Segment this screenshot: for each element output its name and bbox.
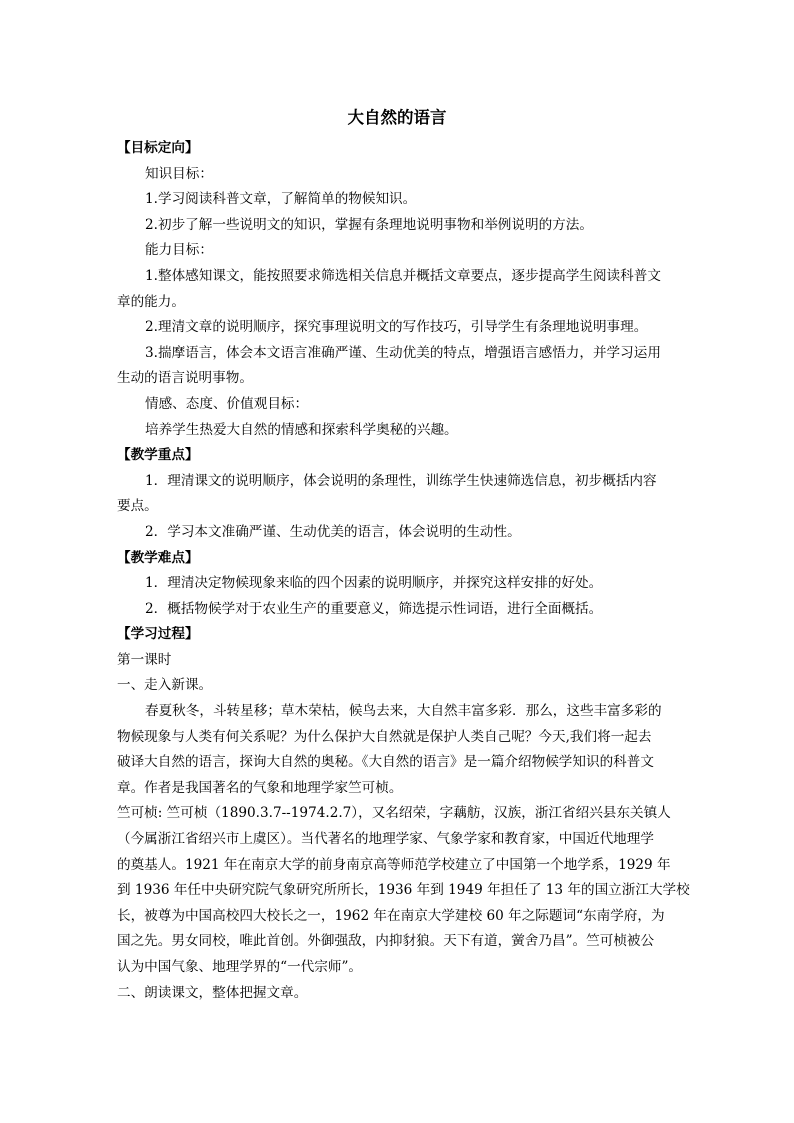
process-heading: 【学习过程】: [117, 626, 199, 643]
bio-line-1: 竺可桢: 竺可桢（1890.3.7--1974.2.7），又名绍荣，字藕舫，汉族，浙江省绍兴县东关镇人: [117, 805, 671, 822]
knowledge-item-1: 1.学习阅读科普文章，了解简单的物候知识。: [145, 191, 417, 208]
intro-line-3: 破译大自然的语言，探询大自然的奥秘。《大自然的语言》是一篇介绍物候学知识的科普文: [117, 754, 654, 771]
knowledge-label: 知识目标：: [145, 165, 213, 182]
intro-line-1: 春夏秋冬，斗转星移；草木荣枯，候鸟去来，大自然丰富多彩．那么，这些丰富多彩的: [145, 703, 662, 720]
difficulty-2: 2．概括物候学对于农业生产的重要意义，筛选提示性词语，进行全面概括。: [145, 600, 603, 617]
intro-line-4: 章。作者是我国著名的气象和地理学家竺可桢。: [117, 779, 403, 796]
ability-item-3-line-2: 生动的语言说明事物。: [117, 370, 253, 387]
lesson-label: 第一课时: [117, 651, 172, 668]
key-point-1-line-2: 要点。: [117, 498, 158, 515]
step-1-heading: 一、走入新课。: [117, 677, 213, 694]
difficulty-1: 1．理清决定物候现象来临的四个因素的说明顺序，并探究这样安排的好处。: [145, 575, 603, 592]
bio-line-2: （今属浙江省绍兴市上虞区）。当代著名的地理学家、气象学家和教育家，中国近代地理学: [117, 831, 654, 848]
intro-line-2: 物候现象与人类有何关系呢？为什么保护大自然就是保护人类自己呢？今天,我们将一起去: [117, 728, 652, 745]
document-page: [117, 100, 690, 1006]
step-2-heading: 二、朗读课文，整体把握文章。: [117, 984, 308, 1001]
bio-line-3: 的奠基人。1921 年在南京大学的前身南京高等师范学校建立了中国第一个地学系，1929 年: [117, 856, 671, 873]
emotion-item-1: 培养学生热爱大自然的情感和探索科学奥秘的兴趣。: [145, 421, 458, 438]
bio-line-7: 认为中国气象、地理学界的“一代宗师”。: [117, 959, 362, 975]
key-point-2: 2．学习本文准确严谨、生动优美的语言，体会说明的生动性。: [145, 523, 521, 540]
knowledge-item-2: 2.初步了解一些说明文的知识，掌握有条理地说明事物和举例说明的方法。: [145, 216, 593, 233]
ability-label: 能力目标：: [145, 242, 213, 259]
emotion-label: 情感、态度、价值观目标：: [145, 395, 309, 412]
document-title: 大自然的语言: [347, 108, 447, 127]
goal-heading: 【目标定向】: [117, 140, 199, 156]
bio-line-5: 长，被尊为中国高校四大校长之一，1962 年在南京大学建校 60 年之际题词“东南学府，为: [117, 907, 665, 924]
key-point-1-line-1: 1．理清课文的说明顺序，体会说明的条理性，训练学生快速筛选信息，初步概括内容: [145, 472, 657, 489]
bio-line-4: 到 1936 年任中央研究院气象研究所所长，1936 年到 1949 年担任了 13 年的国立浙江大学校: [117, 882, 690, 899]
bio-line-6: 国之先。男女同校，唯此首创。外御强敌，内抑豺狼。天下有道，黉舍乃昌”。竺可桢被公: [117, 933, 655, 950]
ability-item-2: 2.理清文章的说明顺序，探究事理说明文的写作技巧，引导学生有条理地说明事理。: [145, 319, 648, 336]
key-points-heading: 【教学重点】: [117, 447, 199, 464]
difficulty-heading: 【教学难点】: [117, 549, 199, 566]
ability-item-3-line-1: 3.揣摩语言，体会本文语言准确严谨、生动优美的特点，增强语言感悟力，并学习运用: [145, 344, 661, 361]
ability-item-1-line-1: 1.整体感知课文，能按照要求筛选相关信息并概括文章要点，逐步提高学生阅读科普文: [145, 267, 661, 284]
ability-item-1-line-2: 章的能力。: [117, 293, 185, 310]
